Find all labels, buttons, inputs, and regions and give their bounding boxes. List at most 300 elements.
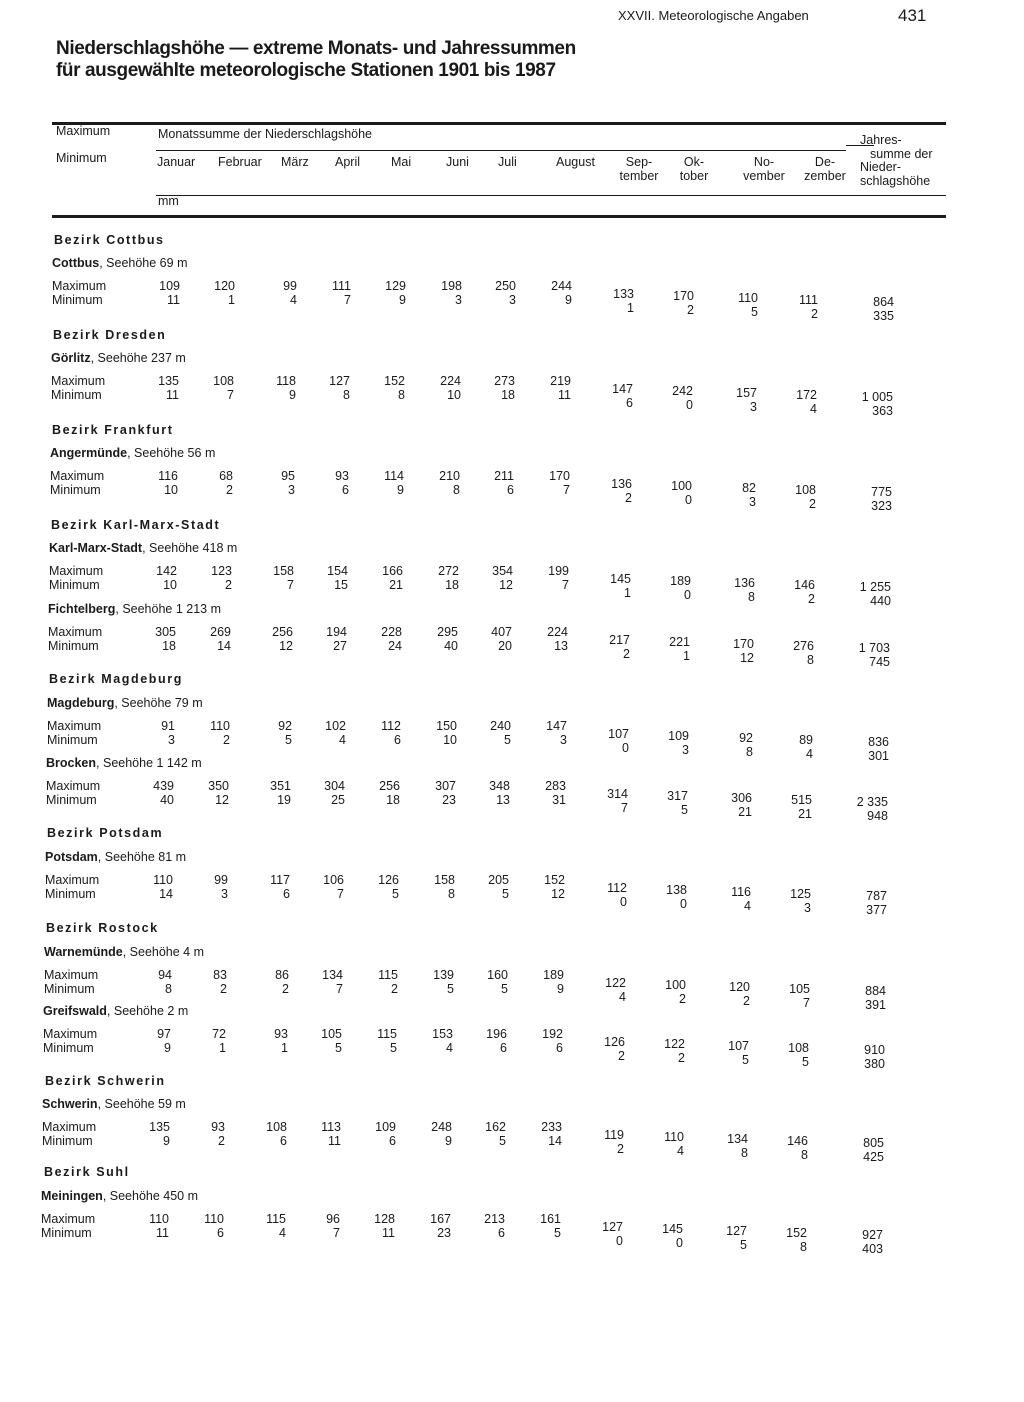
table-cell-min: 425 [863, 1150, 884, 1164]
table-cell-min: 2 [226, 483, 233, 497]
month-header [157, 155, 195, 169]
table-cell-max: 248 [431, 1120, 452, 1134]
station-elevation: , Seehöhe 1 142 m [96, 756, 202, 770]
table-cell-max: 152 [384, 374, 405, 388]
table-cell-max: 157 [736, 386, 757, 400]
table-cell-min: 10 [163, 578, 177, 592]
month-header [556, 155, 595, 169]
table-cell-min: 9 [399, 293, 406, 307]
table-cell-max: 219 [550, 374, 571, 388]
table-cell-min: 8 [801, 1148, 808, 1162]
table-cell-max: 210 [439, 469, 460, 483]
station-name-bold: Magdeburg [47, 696, 115, 710]
table-cell-min: 4 [810, 402, 817, 416]
station-name-bold: Brocken [46, 756, 97, 770]
table-cell-max: 127 [329, 374, 350, 388]
table-cell-max: 194 [326, 625, 347, 639]
table-cell-max: 126 [604, 1035, 625, 1049]
table-cell-min: 1 [281, 1041, 288, 1055]
station-name [52, 256, 187, 270]
row-label-maximum: Maximum [51, 374, 106, 388]
table-cell-max: 910 [864, 1043, 885, 1057]
row-label-maximum: Maximum [49, 564, 104, 578]
table-cell-max: 199 [548, 564, 569, 578]
table-cell-min: 3 [288, 483, 295, 497]
bezirk-heading: Bezirk Dresden [53, 328, 167, 342]
table-cell-min: 948 [867, 809, 888, 823]
table-cell-max: 120 [729, 980, 750, 994]
table-cell-max: 145 [662, 1222, 683, 1236]
table-cell-min: 5 [499, 1134, 506, 1148]
table-cell-max: 128 [374, 1212, 395, 1226]
table-cell-min: 4 [339, 733, 346, 747]
month-header [335, 155, 360, 169]
row-label-minimum: Minimum [44, 982, 95, 996]
month-header-line: tember [619, 169, 659, 183]
table-cell-max: 439 [153, 779, 174, 793]
table-cell-min: 3 [560, 733, 567, 747]
table-cell-max: 115 [377, 1027, 397, 1041]
month-header-line: No- [753, 155, 775, 169]
row-label-minimum: Minimum [43, 1041, 94, 1055]
table-cell-min: 11 [166, 388, 179, 402]
table-cell-min: 2 [623, 647, 630, 661]
month-header-line: Juli [498, 155, 517, 169]
table-cell-min: 5 [681, 803, 688, 817]
table-cell-max: 2 335 [856, 795, 888, 809]
table-cell-min: 2 [225, 578, 232, 592]
month-header-line: Ok- [683, 155, 705, 169]
table-cell-max: 109 [668, 729, 689, 743]
station-elevation: , Seehöhe 79 m [114, 696, 203, 710]
bezirk-heading: Bezirk Rostock [46, 921, 159, 935]
row-label-maximum: Maximum [43, 1027, 98, 1041]
month-header [800, 155, 850, 183]
table-cell-min: 8 [453, 483, 460, 497]
table-cell-min: 5 [285, 733, 292, 747]
table-cell-min: 5 [392, 887, 399, 901]
station-name-bold: Cottbus [52, 256, 100, 270]
table-cell-min: 2 [808, 592, 815, 606]
table-cell-max: 1 703 [858, 641, 890, 655]
table-cell-min: 2 [811, 307, 818, 321]
table-cell-min: 2 [625, 491, 632, 505]
table-cell-min: 6 [283, 887, 290, 901]
station-name-bold: Meiningen [41, 1189, 103, 1203]
table-cell-min: 7 [287, 578, 294, 592]
table-cell-max: 305 [155, 625, 176, 639]
unit-rule [156, 195, 946, 196]
table-cell-min: 8 [398, 388, 405, 402]
table-title-line-2: für ausgewählte meteorologische Stationen 1901 bis 1987 [56, 60, 556, 81]
table-cell-min: 2 [743, 994, 750, 1008]
table-cell-max: 515 [791, 793, 812, 807]
station-name [46, 756, 202, 770]
table-cell-max: 133 [613, 287, 634, 301]
month-header [391, 155, 411, 169]
table-cell-max: 96 [326, 1212, 340, 1226]
table-cell-max: 109 [159, 279, 180, 293]
station-elevation: , Seehöhe 4 m [122, 945, 205, 959]
table-cell-min: 3 [509, 293, 516, 307]
station-name-bold: Karl-Marx-Stadt [49, 541, 143, 555]
header-annual-line: Jahres- [860, 133, 902, 147]
table-cell-min: 4 [677, 1144, 684, 1158]
station-name-bold: Angermünde [50, 446, 128, 460]
row-label-maximum: Maximum [47, 719, 102, 733]
table-cell-max: 93 [335, 469, 349, 483]
table-cell-min: 18 [445, 578, 459, 592]
table-cell-min: 2 [282, 982, 289, 996]
table-cell-max: 105 [321, 1027, 342, 1041]
table-cell-max: 221 [669, 635, 690, 649]
table-cell-max: 775 [871, 485, 892, 499]
table-cell-min: 2 [809, 497, 816, 511]
table-cell-min: 23 [437, 1226, 451, 1240]
table-cell-max: 189 [670, 574, 691, 588]
table-cell-min: 7 [563, 483, 570, 497]
table-cell-max: 170 [733, 637, 754, 651]
table-cell-min: 323 [871, 499, 892, 513]
header-annual [860, 134, 933, 188]
table-cell-max: 348 [489, 779, 510, 793]
table-cell-max: 211 [494, 469, 514, 483]
table-cell-max: 150 [436, 719, 457, 733]
table-cell-min: 2 [678, 1051, 685, 1065]
table-cell-max: 72 [212, 1027, 226, 1041]
table-cell-min: 5 [742, 1053, 749, 1067]
row-label-minimum: Minimum [50, 483, 101, 497]
table-cell-min: 18 [386, 793, 400, 807]
table-cell-max: 111 [798, 293, 818, 307]
station-name [47, 696, 203, 710]
table-cell-min: 4 [806, 747, 813, 761]
month-header [498, 155, 517, 169]
table-cell-max: 147 [612, 382, 633, 396]
header-row-label-min: Minimum [56, 151, 107, 165]
table-cell-max: 283 [545, 779, 566, 793]
header-annual-line: schlagshöhe [860, 173, 931, 188]
table-cell-min: 7 [621, 801, 628, 815]
table-cell-min: 11 [167, 293, 180, 307]
table-cell-max: 228 [381, 625, 402, 639]
table-cell-min: 2 [220, 982, 227, 996]
station-name-bold: Greifswald [43, 1004, 107, 1018]
table-cell-min: 745 [869, 655, 890, 669]
header-unit: mm [158, 194, 179, 208]
table-cell-min: 3 [804, 901, 811, 915]
table-cell-min: 5 [390, 1041, 397, 1055]
table-cell-min: 9 [164, 1041, 171, 1055]
row-label-maximum: Maximum [46, 779, 101, 793]
table-cell-min: 335 [873, 309, 894, 323]
table-cell-max: 92 [278, 719, 292, 733]
table-cell-min: 3 [455, 293, 462, 307]
table-cell-max: 93 [274, 1027, 288, 1041]
header-top-rule [52, 122, 946, 125]
table-cell-min: 11 [328, 1134, 341, 1148]
table-cell-max: 110 [210, 719, 230, 733]
table-cell-min: 403 [862, 1242, 883, 1256]
table-cell-min: 1 [627, 301, 634, 315]
station-name [49, 541, 237, 555]
table-cell-max: 86 [275, 968, 289, 982]
table-cell-max: 196 [486, 1027, 507, 1041]
table-cell-max: 213 [484, 1212, 505, 1226]
table-cell-min: 12 [279, 639, 293, 653]
table-cell-min: 9 [565, 293, 572, 307]
table-title-line-1: Niederschlagshöhe — extreme Monats- und Jahressummen [56, 38, 576, 59]
table-cell-max: 93 [211, 1120, 225, 1134]
month-header-line: tober [679, 169, 709, 183]
table-cell-min: 6 [626, 396, 633, 410]
table-cell-min: 8 [448, 887, 455, 901]
table-cell-max: 110 [204, 1212, 224, 1226]
table-cell-min: 9 [163, 1134, 170, 1148]
table-cell-min: 4 [619, 990, 626, 1004]
bezirk-heading: Bezirk Schwerin [45, 1074, 166, 1088]
table-cell-max: 113 [321, 1120, 341, 1134]
table-cell-min: 21 [798, 807, 812, 821]
table-cell-min: 440 [870, 594, 891, 608]
table-cell-max: 152 [786, 1226, 807, 1240]
table-cell-min: 6 [394, 733, 401, 747]
table-cell-max: 134 [322, 968, 343, 982]
table-cell-max: 110 [664, 1130, 684, 1144]
table-cell-min: 0 [620, 895, 627, 909]
table-cell-max: 110 [153, 873, 173, 887]
table-cell-min: 9 [557, 982, 564, 996]
table-cell-min: 4 [279, 1226, 286, 1240]
table-cell-min: 380 [864, 1057, 885, 1071]
month-header-line: April [335, 155, 361, 169]
table-cell-max: 136 [734, 576, 755, 590]
table-cell-max: 115 [266, 1212, 286, 1226]
table-cell-max: 117 [270, 873, 290, 887]
table-cell-min: 14 [159, 887, 173, 901]
month-header [218, 155, 262, 169]
table-cell-min: 13 [496, 793, 510, 807]
table-cell-max: 122 [664, 1037, 685, 1051]
station-name [42, 1097, 186, 1111]
table-cell-max: 127 [726, 1224, 747, 1238]
table-cell-max: 351 [270, 779, 291, 793]
header-bottom-rule [52, 215, 946, 218]
table-cell-min: 21 [389, 578, 403, 592]
table-cell-max: 115 [378, 968, 398, 982]
table-cell-max: 125 [790, 887, 811, 901]
row-label-minimum: Minimum [49, 578, 100, 592]
row-label-maximum: Maximum [48, 625, 103, 639]
station-name [43, 1004, 188, 1018]
station-name [50, 446, 215, 460]
month-header-line: vember [743, 169, 785, 183]
table-cell-min: 6 [389, 1134, 396, 1148]
table-cell-min: 0 [684, 588, 691, 602]
table-cell-max: 205 [488, 873, 509, 887]
table-cell-min: 7 [227, 388, 234, 402]
row-label-minimum: Minimum [47, 733, 98, 747]
table-cell-min: 9 [397, 483, 404, 497]
table-cell-max: 108 [266, 1120, 287, 1134]
table-cell-min: 5 [447, 982, 454, 996]
table-cell-max: 100 [665, 978, 686, 992]
table-cell-max: 1 005 [861, 390, 893, 404]
table-cell-min: 12 [740, 651, 754, 665]
month-header [672, 155, 716, 183]
table-cell-min: 5 [751, 305, 758, 319]
table-cell-max: 107 [728, 1039, 749, 1053]
table-cell-max: 269 [210, 625, 231, 639]
table-cell-max: 161 [540, 1212, 561, 1226]
table-cell-min: 11 [156, 1226, 169, 1240]
table-title [56, 38, 616, 82]
table-cell-min: 18 [162, 639, 176, 653]
table-cell-min: 7 [562, 578, 569, 592]
table-cell-max: 224 [440, 374, 461, 388]
table-cell-min: 5 [335, 1041, 342, 1055]
table-cell-min: 24 [388, 639, 402, 653]
table-cell-min: 6 [556, 1041, 563, 1055]
table-cell-max: 295 [437, 625, 458, 639]
page-number: 431 [898, 6, 927, 25]
table-cell-min: 5 [502, 887, 509, 901]
month-header [738, 155, 790, 183]
table-cell-max: 273 [494, 374, 515, 388]
station-name-bold: Schwerin [42, 1097, 98, 1111]
table-cell-min: 5 [554, 1226, 561, 1240]
table-cell-max: 217 [609, 633, 630, 647]
table-cell-max: 154 [327, 564, 348, 578]
table-cell-min: 7 [344, 293, 351, 307]
table-cell-min: 377 [866, 903, 887, 917]
table-cell-max: 276 [793, 639, 814, 653]
table-cell-max: 126 [378, 873, 399, 887]
table-cell-min: 2 [223, 733, 230, 747]
table-cell-max: 142 [156, 564, 177, 578]
bezirk-heading: Bezirk Potsdam [47, 826, 164, 840]
table-cell-max: 153 [432, 1027, 453, 1041]
table-cell-max: 244 [551, 279, 572, 293]
table-cell-min: 3 [168, 733, 175, 747]
table-cell-min: 0 [622, 741, 629, 755]
station-name [48, 602, 221, 616]
table-cell-max: 127 [602, 1220, 623, 1234]
table-cell-max: 112 [607, 881, 627, 895]
header-annual-line: summe der [870, 146, 933, 161]
station-name-bold: Fichtelberg [48, 602, 116, 616]
table-cell-min: 3 [682, 743, 689, 757]
station-name-bold: Warnemünde [44, 945, 123, 959]
table-cell-max: 927 [862, 1228, 883, 1242]
table-cell-min: 3 [749, 495, 756, 509]
station-name [44, 945, 204, 959]
table-cell-max: 123 [211, 564, 232, 578]
table-cell-min: 11 [558, 388, 571, 402]
table-cell-max: 106 [323, 873, 344, 887]
table-cell-min: 6 [507, 483, 514, 497]
table-cell-min: 2 [679, 992, 686, 1006]
table-cell-min: 1 [624, 586, 631, 600]
table-cell-min: 15 [334, 578, 348, 592]
table-cell-max: 108 [788, 1041, 809, 1055]
station-name [41, 1189, 198, 1203]
table-cell-min: 5 [802, 1055, 809, 1069]
table-cell-min: 6 [500, 1041, 507, 1055]
month-header-line: Februar [218, 155, 262, 169]
table-cell-max: 192 [542, 1027, 563, 1041]
table-cell-min: 27 [333, 639, 347, 653]
month-header-line: März [281, 155, 309, 169]
table-cell-max: 120 [214, 279, 235, 293]
table-cell-max: 129 [385, 279, 406, 293]
month-header-line: Sep- [625, 155, 653, 169]
table-cell-max: 108 [795, 483, 816, 497]
table-cell-min: 6 [342, 483, 349, 497]
table-cell-min: 2 [218, 1134, 225, 1148]
table-cell-min: 40 [444, 639, 458, 653]
table-cell-min: 8 [748, 590, 755, 604]
row-label-minimum: Minimum [42, 1134, 93, 1148]
table-cell-max: 170 [549, 469, 570, 483]
table-cell-max: 92 [739, 731, 753, 745]
table-cell-min: 7 [337, 887, 344, 901]
table-cell-min: 11 [382, 1226, 395, 1240]
table-cell-max: 314 [607, 787, 628, 801]
table-cell-min: 18 [501, 388, 515, 402]
table-cell-min: 10 [164, 483, 178, 497]
table-cell-max: 110 [738, 291, 758, 305]
station-elevation: , Seehöhe 56 m [127, 446, 216, 460]
table-cell-max: 97 [157, 1027, 171, 1041]
row-label-maximum: Maximum [52, 279, 107, 293]
header-group-label: Monatssumme der Niederschlagshöhe [158, 127, 372, 141]
table-cell-max: 95 [281, 469, 295, 483]
row-label-minimum: Minimum [46, 793, 97, 807]
table-cell-min: 13 [554, 639, 568, 653]
table-cell-max: 787 [866, 889, 887, 903]
table-cell-min: 23 [442, 793, 456, 807]
table-cell-max: 136 [611, 477, 632, 491]
table-cell-max: 114 [384, 469, 404, 483]
table-cell-max: 224 [547, 625, 568, 639]
table-cell-max: 354 [492, 564, 513, 578]
table-cell-max: 256 [379, 779, 400, 793]
table-cell-max: 105 [789, 982, 810, 996]
table-cell-min: 4 [290, 293, 297, 307]
table-cell-max: 99 [214, 873, 228, 887]
row-label-minimum: Minimum [52, 293, 103, 307]
month-header-line: Juni [446, 155, 469, 169]
table-cell-min: 5 [501, 982, 508, 996]
table-cell-min: 391 [865, 998, 886, 1012]
month-header-line: August [556, 155, 595, 169]
table-cell-min: 6 [498, 1226, 505, 1240]
month-header [281, 155, 309, 169]
table-cell-min: 4 [744, 899, 751, 913]
table-cell-max: 109 [375, 1120, 396, 1134]
table-cell-max: 112 [381, 719, 401, 733]
table-cell-min: 8 [165, 982, 172, 996]
station-elevation: , Seehöhe 69 m [99, 256, 188, 270]
table-cell-max: 100 [671, 479, 692, 493]
table-cell-max: 1 255 [859, 580, 891, 594]
table-cell-min: 8 [807, 653, 814, 667]
table-cell-min: 14 [217, 639, 231, 653]
table-cell-min: 8 [343, 388, 350, 402]
table-cell-max: 170 [673, 289, 694, 303]
station-elevation: , Seehöhe 450 m [102, 1189, 199, 1203]
